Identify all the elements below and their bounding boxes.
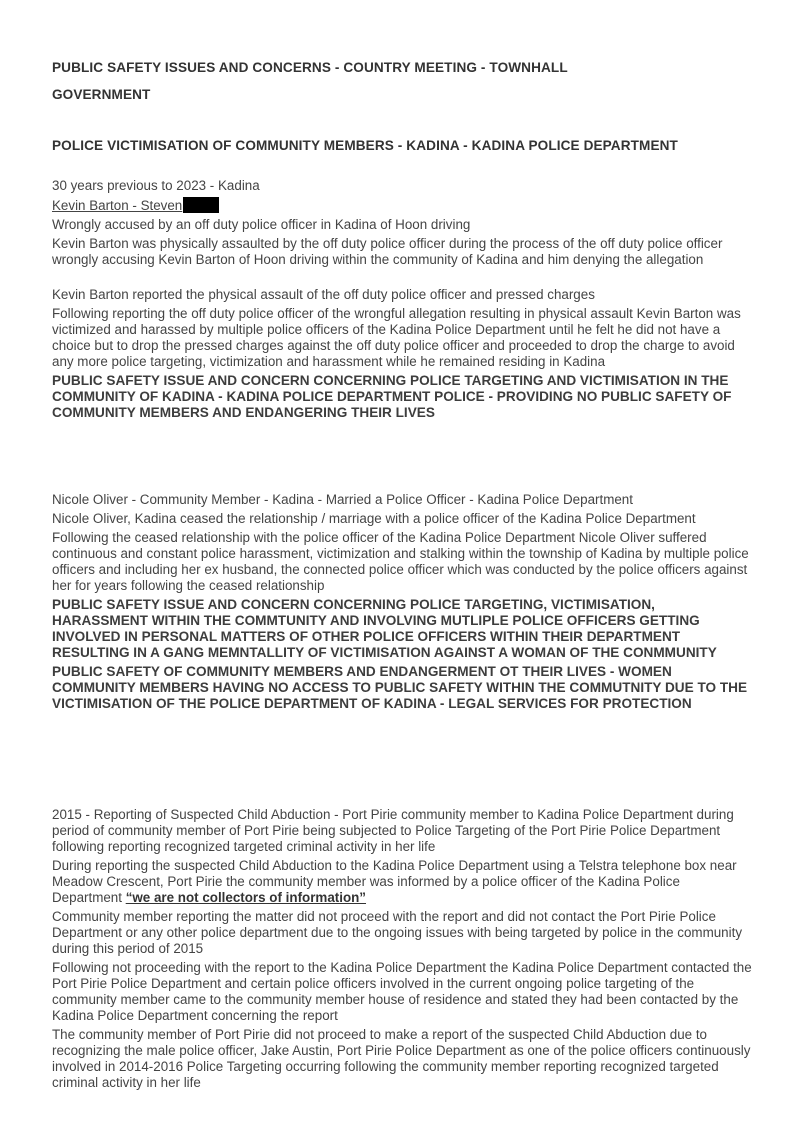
s3-para-5: The community member of Port Pirie did not proceed to make a report of the suspected Child Abduction due to recognizing the male police officer, Jake Austin, Port Pirie Police Department as one of the police officers continuously involved in 2014-2016 Police Targeting occurring following the community member reporting recognized targeted criminal activity in her life [52, 1027, 751, 1090]
s3-para-1: 2015 - Reporting of Suspected Child Abduction - Port Pirie community member to Kadina Police Department during period of community member of Port Pirie being subjected to Police Targeting of the Port Pirie Police Department following reporting recognized targeted criminal activity in her life [52, 807, 734, 854]
s3-quote: “we are not collectors of information” [125, 890, 367, 905]
section-title: POLICE VICTIMISATION OF COMMUNITY MEMBERS - KADINA - KADINA POLICE DEPARTMENT [52, 138, 678, 153]
s1-para-3: Wrongly accused by an off duty police officer in Kadina of Hoon driving [52, 217, 471, 232]
s2-para-2: Nicole Oliver, Kadina ceased the relationship / marriage with a police officer of the Kadina Police Department [52, 511, 696, 526]
s3-para-4: Following not proceeding with the report to the Kadina Police Department the Kadina Police Department contacted the Port Pirie Police Department and certain police officers involved in the current ongoing police targeting of the community member came to the community member house of residence and stated they had been contacted by the Kadina Police Department concerning the report [52, 960, 752, 1023]
s1-date-line: 30 years previous to 2023 - Kadina [52, 178, 260, 193]
s2-bold-statement-1: PUBLIC SAFETY ISSUE AND CONCERN CONCERNING POLICE TARGETING, VICTIMISATION, HARASSMENT WITHIN THE COMMTUNITY AND INVOLVING MUTLIPLE POLICE OFFICERS GETTING INVOLVED IN PERSONAL MATTERS OF OTHER POLICE OFFICERS WITHIN THEIR DEPARTMENT RESULTING IN A GANG MEMNTALLITY OF VICTIMISATION AGAINST A WOMAN OF THE CONMMUNITY [52, 597, 717, 660]
s3-para-3: Community member reporting the matter did not proceed with the report and did not contact the Port Pirie Police Department or any other police department due to the ongoing issues with being targeted by police in the community during this period of 2015 [52, 909, 743, 956]
section-kevin-barton [52, 178, 752, 424]
s3-para-2-text: During reporting the suspected Child Abduction to the Kadina Police Department using a Telstra telephone box near Meadow Crescent, Port Pirie the community member was informed by a police officer of the Kadina Police Department [52, 858, 737, 905]
s1-para-6: Following reporting the off duty police officer of the wrongful allegation resulting in physical assault Kevin Barton was victimized and harassed by multiple police officers of the Kadina Police Department until he felt he did not have a choice but to drop the pressed charges against the off duty police officer and proceeded to drop the charge to avoid any more police targeting, victimization and harassment while he remained residing in Kadina [52, 306, 741, 369]
s2-bold-statement-2: PUBLIC SAFETY OF COMMUNITY MEMBERS AND ENDANGERMENT OT THEIR LIVES - WOMEN COMMUNITY MEMBERS HAVING NO ACCESS TO PUBLIC SAFETY WITHIN THE COMMUTNITY DUE TO THE VICTIMISATION OF THE POLICE DEPARTMENT OF KADINA - LEGAL SERVICES FOR PROTECTION [52, 664, 748, 711]
s2-para-3: Following the ceased relationship with the police officer of the Kadina Police Department Nicole Oliver suffered continuous and constant police harassment, victimization and stalking within the township of Kadina by multiple police officers and including her ex husband, the connected police officer which was conducted by the police officers against her for years following the ceased relationship [52, 530, 749, 593]
s2-para-1: Nicole Oliver - Community Member - Kadina - Married a Police Officer - Kadina Police Department [52, 492, 633, 507]
header-line-1: PUBLIC SAFETY ISSUES AND CONCERNS - COUNTRY MEETING - TOWNHALL [52, 60, 568, 75]
header-line-2: GOVERNMENT [52, 87, 151, 102]
section-child-abduction-report [52, 807, 752, 1094]
s1-name: Kevin Barton - Steven [52, 198, 183, 213]
s1-para-5: Kevin Barton reported the physical assault of the off duty police officer and pressed charges [52, 287, 595, 302]
s1-name-line [52, 197, 752, 214]
s1-bold-statement: PUBLIC SAFETY ISSUE AND CONCERN CONCERNING POLICE TARGETING AND VICTIMISATION IN THE COMMUNITY OF KADINA - KADINA POLICE DEPARTMENT POLICE - PROVIDING NO PUBLIC SAFETY OF COMMUNITY MEMBERS AND ENDANGERING THEIR LIVES [52, 373, 732, 420]
section-nicole-oliver [52, 492, 752, 715]
s1-para-4: Kevin Barton was physically assaulted by the off duty police officer during the process of the off duty police officer wrongly accusing Kevin Barton of Hoon driving within the community of Kadina and him denying the allegation [52, 236, 723, 267]
s3-para-2 [52, 858, 752, 906]
redaction-block [183, 197, 219, 213]
